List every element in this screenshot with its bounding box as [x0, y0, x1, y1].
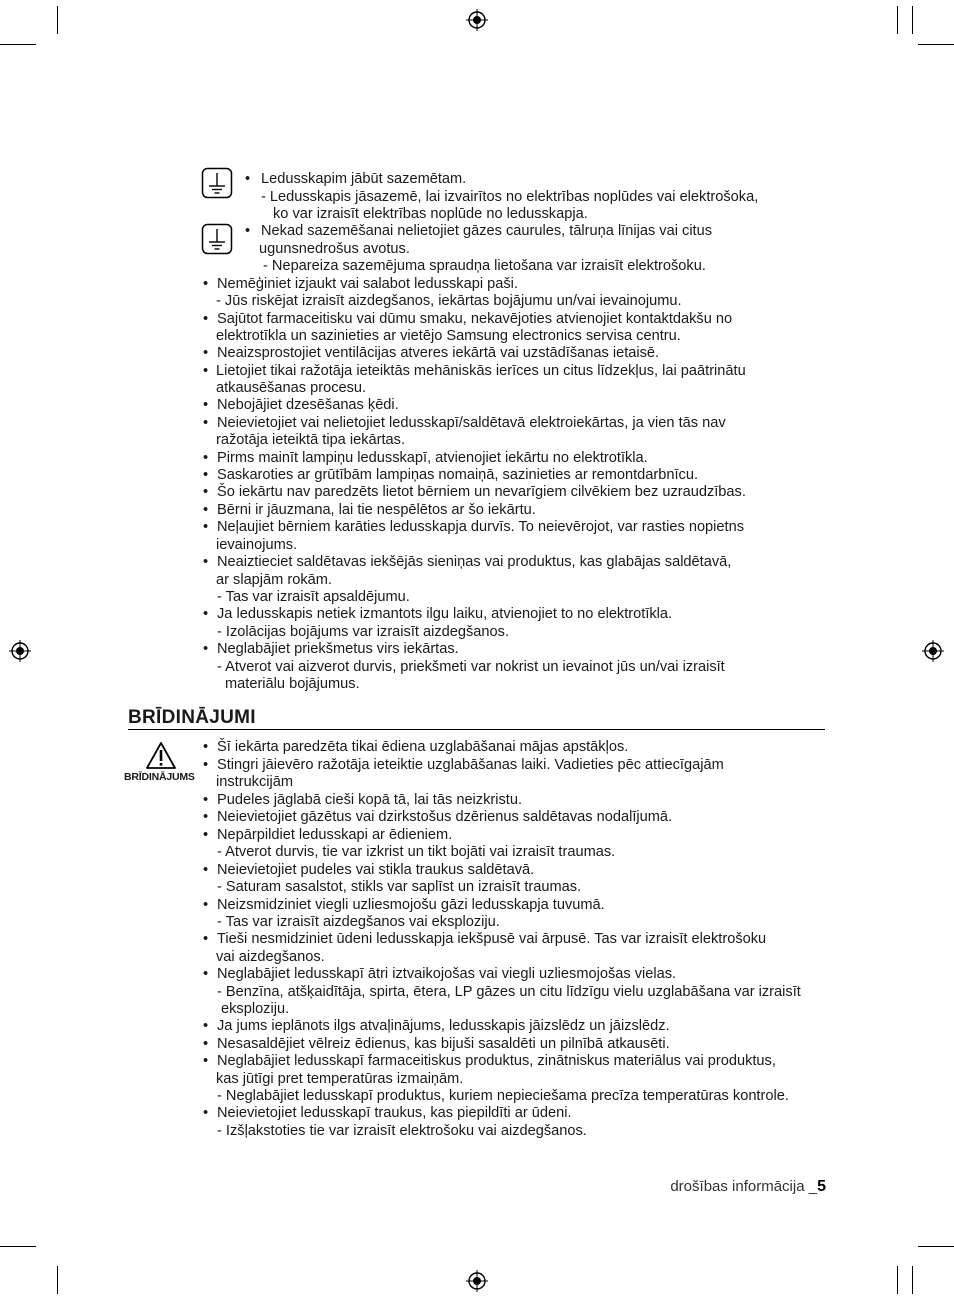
list-item-text: Saskaroties ar grūtībām lampiņas nomaiņā, sazinieties ar remontdarbnīcu.: [217, 467, 699, 483]
list-item-text: vai aizdegšanos.: [216, 949, 325, 965]
list-item-text: Ja ledusskapis netiek izmantots ilgu laiku, atvienojiet to no elektrotīkla.: [217, 606, 673, 622]
list-item-text: - Izšļakstoties tie var izraisīt elektrošoku vai aizdegšanos.: [217, 1123, 587, 1139]
bullet: •: [203, 862, 209, 878]
list-item-text: - Saturam sasalstot, stikls var saplīst un izraisīt traumas.: [217, 879, 582, 895]
list-item-text: - Tas var izraisīt apsaldējumu.: [217, 589, 410, 605]
list-item-text: Nesasaldējiet vēlreiz ēdienus, kas bijuši sasaldēti un pilnībā atkausēti.: [217, 1036, 670, 1052]
bullet: •: [203, 554, 209, 570]
list-item-text: - Jūs riskējat izraisīt aizdegšanos, iekārtas bojājumu un/vai ievainojumu.: [216, 293, 682, 309]
list-item-text: Stingri jāievēro ražotāja ieteiktie uzglabāšanas laiki. Vadieties pēc attiecīgajām: [217, 757, 724, 773]
registration-mark-icon: [466, 1270, 488, 1292]
list-item-text: kas jūtīgi pret temperatūras izmaiņām.: [216, 1071, 464, 1087]
bullet: •: [203, 1053, 209, 1069]
page-footer: [670, 1178, 826, 1196]
bullet: •: [203, 311, 209, 327]
bullet: •: [203, 1105, 209, 1121]
heading-underline: [128, 729, 825, 730]
list-item-text: Neievietojiet gāzētus vai dzirkstošus dzērienus saldētavas nodalījumā.: [217, 809, 673, 825]
list-item-text: Pirms mainīt lampiņu ledusskapī, atvienojiet iekārtu no elektrotīkla.: [217, 450, 648, 466]
list-item-text: Ledusskapim jābūt sazemētam.: [261, 171, 467, 187]
crop-mark: [57, 1266, 58, 1294]
bullet: •: [203, 931, 209, 947]
list-item-text: Neglabājiet priekšmetus virs iekārtas.: [217, 641, 459, 657]
bullet: •: [245, 223, 251, 239]
list-item-text: Pudeles jāglabā cieši kopā tā, lai tās neizkristu.: [217, 792, 523, 808]
bullet: •: [203, 827, 209, 843]
page-number: 5: [817, 1178, 826, 1195]
list-item-text: ražotāja ieteiktā tipa iekārtas.: [216, 432, 406, 448]
bullet: •: [203, 363, 209, 379]
list-item-text: Neļaujiet bērniem karāties ledusskapja durvīs. To neievērojot, var rasties nopietns: [217, 519, 744, 535]
bullet: •: [203, 1036, 209, 1052]
list-item-text: ugunsnedrošus avotus.: [259, 241, 410, 257]
bullet: •: [203, 897, 209, 913]
registration-mark-icon: [466, 9, 488, 31]
list-item-text: - Tas var izraisīt aizdegšanos vai eksploziju.: [217, 914, 500, 930]
list-item-text: eksploziju.: [221, 1001, 290, 1017]
list-item-text: ar slapjām rokām.: [216, 572, 332, 588]
crop-mark: [57, 6, 58, 34]
bullet: •: [203, 397, 209, 413]
list-item-text: Neglabājiet ledusskapī ātri iztvaikojošas vai viegli uzliesmojošas vielas.: [217, 966, 677, 982]
bullet: •: [245, 171, 251, 187]
list-item-text: Neizsmidziniet viegli uzliesmojošu gāzi ledusskapja tuvumā.: [217, 897, 605, 913]
list-item-text: Neievietojiet vai nelietojiet ledusskapī/saldētavā elektroiekārtas, ja vien tās nav: [217, 415, 726, 431]
crop-mark: [912, 6, 913, 34]
list-item-text: ko var izraisīt elektrības noplūde no ledusskapja.: [273, 206, 588, 222]
list-item-text: - Benzīna, atšķaidītāja, spirta, ētera, LP gāzes un citu līdzīgu vielu uzglabāšana var izraisīt: [217, 984, 801, 1000]
list-item-text: ievainojums.: [216, 537, 298, 553]
crop-mark: [918, 44, 954, 45]
section-heading: BRĪDINĀJUMI: [128, 707, 256, 728]
list-item-text: Tieši nesmidziniet ūdeni ledusskapja iekšpusē vai ārpusē. Tas var izraisīt elektrošoku: [217, 931, 767, 947]
list-item-text: Neglabājiet ledusskapī farmaceitiskus produktus, zinātniskus materiālus vai produktus,: [217, 1053, 776, 1069]
bullet: •: [203, 606, 209, 622]
list-item-text: Ja jums ieplānots ilgs atvaļinājums, ledusskapis jāizslēdz un jāizslēdz.: [217, 1018, 670, 1034]
list-item-text: - Atverot durvis, tie var izkrist un tikt bojāti vai izraisīt traumas.: [217, 844, 616, 860]
list-item-text: Neaiztieciet saldētavas iekšējās sieniņas vai produktus, kas glabājas saldētavā,: [217, 554, 732, 570]
list-item-text: - Izolācijas bojājums var izraisīt aizdegšanos.: [217, 624, 509, 640]
bullet: •: [203, 502, 209, 518]
bullet: •: [203, 450, 209, 466]
bullet: •: [203, 739, 209, 755]
bullet: •: [203, 966, 209, 982]
list-item-text: Nepārpildiet ledusskapi ar ēdieniem.: [217, 827, 453, 843]
ground-icon: [201, 223, 233, 255]
bullet: •: [203, 641, 209, 657]
list-item-text: Neaizsprostojiet ventilācijas atveres iekārtā vai uzstādīšanas ietaisē.: [217, 345, 660, 361]
bullet: •: [203, 792, 209, 808]
list-item-text: instrukcijām: [216, 774, 294, 790]
list-item-text: Neievietojiet ledusskapī traukus, kas piepildīti ar ūdeni.: [217, 1105, 572, 1121]
list-item-text: Nekad sazemēšanai nelietojiet gāzes caurules, tālruņa līnijas vai citus: [261, 223, 713, 239]
list-item-text: Lietojiet tikai ražotāja ieteiktās mehāniskās ierīces un citus līdzekļus, lai paātrinātu: [216, 363, 746, 379]
list-item-text: - Atverot vai aizverot durvis, priekšmeti var nokrist un ievainot jūs un/vai izraisīt: [217, 659, 725, 675]
crop-mark: [0, 1246, 36, 1247]
registration-mark-icon: [922, 640, 944, 662]
list-item-text: - Nepareiza sazemējuma spraudņa lietošana var izraisīt elektrošoku.: [263, 258, 706, 274]
warning-triangle-icon: [145, 741, 177, 771]
bullet: •: [203, 519, 209, 535]
footer-section-name: drošības informācija: [670, 1178, 805, 1195]
list-item-text: Bērni ir jāuzmana, lai tie nespēlētos ar šo iekārtu.: [217, 502, 536, 518]
crop-mark: [918, 1246, 954, 1247]
list-item-text: Sajūtot farmaceitisku vai dūmu smaku, nekavējoties atvienojiet kontaktdakšu no: [217, 311, 733, 327]
list-item-text: Neievietojiet pudeles vai stikla traukus saldētavā.: [217, 862, 535, 878]
list-item-text: - Ledusskapis jāsazemē, lai izvairītos no elektrības noplūdes vai elektrošoka,: [261, 189, 759, 205]
bullet: •: [203, 757, 209, 773]
bullet: •: [203, 484, 209, 500]
registration-mark-icon: [9, 640, 31, 662]
crop-mark: [897, 1266, 898, 1294]
bullet: •: [203, 809, 209, 825]
list-item-text: Nemēģiniet izjaukt vai salabot ledusskapi paši.: [217, 276, 518, 292]
bullet: •: [203, 345, 209, 361]
list-item-text: materiālu bojājumus.: [225, 676, 360, 692]
list-item-text: Šo iekārtu nav paredzēts lietot bērniem un nevarīgiem cilvēkiem bez uzraudzības.: [217, 484, 746, 500]
warning-icon-label: BRĪDINĀJUMS: [124, 771, 195, 783]
crop-mark: [897, 6, 898, 34]
footer-separator: _: [804, 1178, 818, 1195]
list-item-text: - Neglabājiet ledusskapī produktus, kuriem nepieciešama precīza temperatūras kontrole.: [217, 1088, 789, 1104]
ground-icon: [201, 167, 233, 199]
list-item-text: atkausēšanas procesu.: [216, 380, 367, 396]
bullet: •: [203, 1018, 209, 1034]
list-item-text: elektrotīkla un sazinieties ar vietējo Samsung electronics servisa centru.: [216, 328, 681, 344]
bullet: •: [203, 276, 209, 292]
bullet: •: [203, 467, 209, 483]
crop-mark: [912, 1266, 913, 1294]
list-item-text: Nebojājiet dzesēšanas ķēdi.: [217, 397, 399, 413]
list-item-text: Šī iekārta paredzēta tikai ēdiena uzglabāšanai mājas apstākļos.: [217, 739, 629, 755]
crop-mark: [0, 44, 36, 45]
bullet: •: [203, 415, 209, 431]
